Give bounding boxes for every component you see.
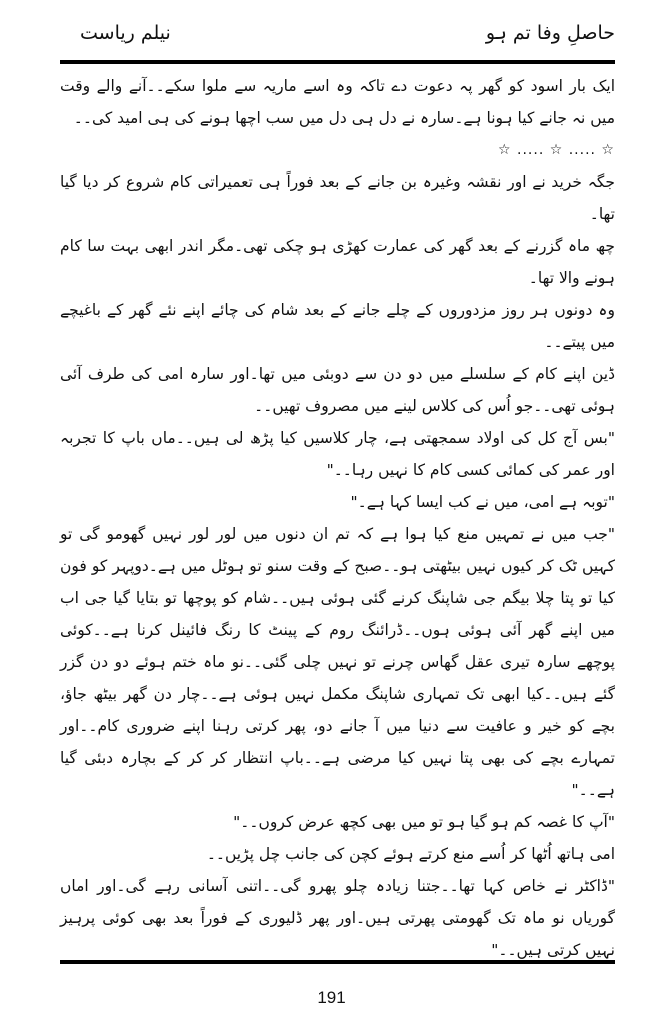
dialogue-paragraph: "بس آج کل کی اولاد سمجھتی ہے، چار کلاسیں کیا پڑھ لی ہیں۔۔ماں باپ کا تجربہ اور عمر کی کمائی کسی کام کا نہیں رہا۔۔" <box>60 429 615 479</box>
paragraph: چھ ماہ گزرنے کے بعد گھر کی عمارت کھڑی ہو چکی تھی۔مگر اندر ابھی بہت سا کام ہونے والا تھا۔ <box>60 237 615 287</box>
dialogue-paragraph: "جب میں نے تمہیں منع کیا ہوا ہے کہ تم ان دنوں میں لور لور نہیں گھومو گی تو کہیں ٹک کر کیوں نہیں بیٹھتی ہو۔۔صبح کے وقت سنو تو ہوٹل میں ہے۔دوپہر کو فون کیا تو پتا چلا بیگم جی شاپنگ کرنے گئی ہوئی ہیں۔۔شام کو پوچھا تو بتایا گیا جی اب میں اپنے گھر آئی ہوئی ہوں۔۔ڈرائنگ روم کے پینٹ کا رنگ فائینل کرنا ہے۔۔کوئی پوچھے سارہ تیری عقل گھاس چرنے تو نہیں چلی گئی۔۔نو ماہ ختم ہوئے دو دن گزر گئے ہیں۔۔کیا ابھی تک تمہاری شاپنگ مکمل نہیں ہوئی ہے۔۔چار دن گھر بیٹھ جاؤ، بچے کو خیر و عافیت سے دنیا میں آ جانے دو، پھر کرتی رہنا اپنے ضروری کام۔۔اور تمہارے بچے کی بھی پتا نہیں کیا مرضی ہے۔۔باپ انتظار کر کر کے بچارہ دبئی گیا ہے۔۔" <box>60 525 615 799</box>
page-body <box>60 70 615 966</box>
author-name: نیلم ریاست <box>80 22 171 44</box>
footer-rule <box>60 960 615 964</box>
page-number: 191 <box>317 988 346 1007</box>
section-separator: ☆ ..... ☆ ..... ☆ <box>498 142 615 158</box>
header-rule <box>60 60 615 64</box>
book-title: حاصلِ وفا تم ہو <box>485 22 615 44</box>
dialogue-paragraph: "ڈاکٹر نے خاص کہا تھا۔۔جتنا زیادہ چلو پھرو گی۔۔اتنی آسانی رہے گی۔اور اماں گوریاں نو ماہ تک گھومتی پھرتی ہیں۔اور پھر ڈلیوری کے فوراً بعد بھی کوئی پرہیز نہیں کرتی ہیں۔۔" <box>60 877 615 959</box>
dialogue-paragraph: "توبہ ہے امی، میں نے کب ایسا کہا ہے۔" <box>350 493 615 511</box>
paragraph: ایک بار اسود کو گھر پہ دعوت دے تاکہ وہ اسے ماریہ سے ملوا سکے۔۔آنے والے وقت میں نہ جانے کیا ہونا ہے۔سارہ نے دل ہی دل میں سب اچھا ہونے کی ہی امید کی۔۔ <box>60 77 615 127</box>
paragraph: ڈین اپنے کام کے سلسلے میں دو دن سے دوبئی میں تھا۔اور سارہ امی کی طرف آئی ہوئی تھی۔۔جو اُس کی کلاس لینے میں مصروف تھیں۔۔ <box>60 365 615 415</box>
running-header <box>60 20 615 56</box>
dialogue-paragraph: "آپ کا غصہ کم ہو گیا ہو تو میں بھی کچھ عرض کروں۔۔" <box>233 813 615 831</box>
paragraph: جگہ خرید نے اور نقشہ وغیرہ بن جانے کے بعد فوراً ہی تعمیراتی کام شروع کر دیا گیا تھا۔ <box>60 173 615 223</box>
paragraph: وہ دونوں ہر روز مزدوروں کے چلے جانے کے بعد شام کی چائے اپنے نئے گھر کے باغیچے میں پیتے۔۔ <box>60 301 615 351</box>
paragraph: امی ہاتھ اُٹھا کر اُسے منع کرتے ہوئے کچن کی جانب چل پڑیں۔۔ <box>206 845 615 863</box>
